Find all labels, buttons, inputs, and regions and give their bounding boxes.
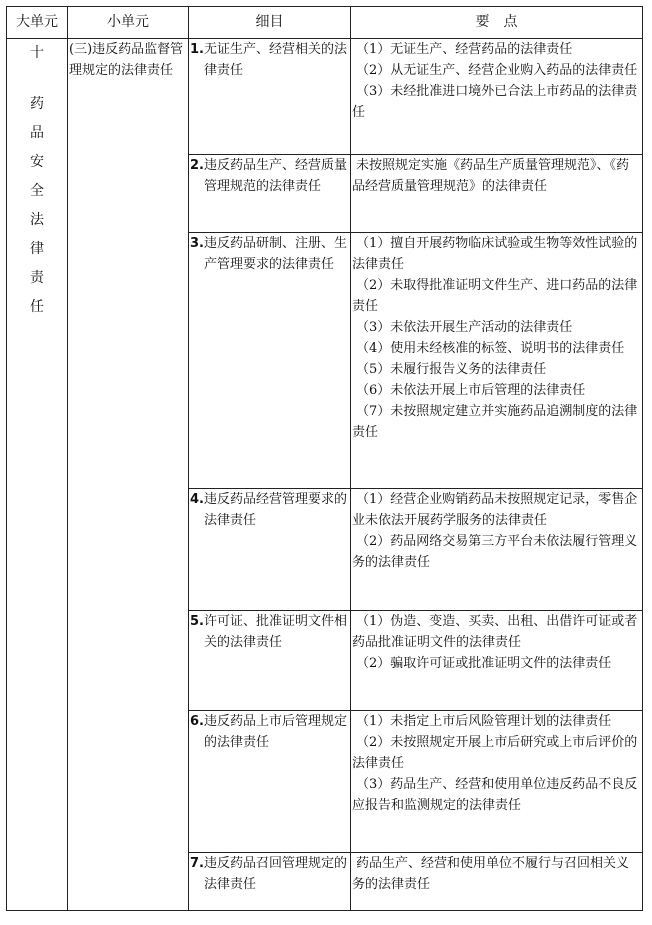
major-unit-label <box>29 39 45 322</box>
detail-text: 许可证、批准证明文件相关的法律责任 <box>204 614 348 650</box>
point-item: （1）经营企业购销药品未按照规定记录，零售企业未依法开展药学服务的法律责任 <box>352 492 638 528</box>
detail-text: 违反药品经营管理要求的法律责任 <box>204 492 348 528</box>
point-item: （6）未依法开展上市后管理的法律责任 <box>356 383 586 398</box>
point-item: （2）药品网络交易第三方平台未依法履行管理义务的法律责任 <box>352 534 638 570</box>
detail-text: 违反药品生产、经营质量管理规范的法律责任 <box>204 158 348 194</box>
header-minor-unit: 小单元 <box>68 7 189 39</box>
detail-number: 3. <box>190 236 204 251</box>
points-cell <box>351 155 643 233</box>
point-item: （1）未指定上市后风险管理计划的法律责任 <box>356 714 612 729</box>
point-item: （3）未经批准进口境外已合法上市药品的法律责任 <box>352 84 638 120</box>
points-cell <box>351 489 643 611</box>
detail-text: 违反药品上市后管理规定的法律责任 <box>204 714 348 750</box>
point-item: （3）未依法开展生产活动的法律责任 <box>356 320 573 335</box>
detail-cell <box>189 39 351 155</box>
minor-unit-title: (三)违反药品监督管理规定的法律责任 <box>69 42 184 78</box>
points-cell <box>351 39 643 155</box>
major-unit-numeral: 十 <box>30 45 44 61</box>
detail-text: 违反药品召回管理规定的法律责任 <box>204 856 348 892</box>
point-item: （7）未按照规定建立并实施药品追溯制度的法律责任 <box>352 404 638 440</box>
point-item: （3）药品生产、经营和使用单位违反药品不良反应报告和监测规定的法律责任 <box>352 777 638 813</box>
detail-cell <box>189 155 351 233</box>
point-item: （2）未按照规定开展上市后研究或上市后评价的法律责任 <box>352 735 638 771</box>
points-cell <box>351 711 643 853</box>
table-row <box>7 39 643 155</box>
point-item: 未按照规定实施《药品生产质量管理规范》、《药品经营质量管理规范》的法律责任 <box>352 158 630 194</box>
point-item: （1）擅自开展药物临床试验或生物等效性试验的法律责任 <box>352 236 638 272</box>
detail-number: 2. <box>190 158 204 173</box>
point-item: （1）无证生产、经营药品的法律责任 <box>356 42 573 57</box>
detail-text: 无证生产、经营相关的法律责任 <box>204 42 348 78</box>
points-cell <box>351 233 643 489</box>
detail-number: 6. <box>190 714 204 729</box>
point-item: （2）未取得批准证明文件生产、进口药品的法律责任 <box>352 278 638 314</box>
point-item: 药品生产、经营和使用单位不履行与召回相关义务的法律责任 <box>352 856 630 892</box>
point-item: （1）伪造、变造、买卖、出租、出借许可证或者药品批准证明文件的法律责任 <box>352 614 638 650</box>
detail-number: 7. <box>190 856 204 871</box>
detail-cell <box>189 853 351 911</box>
table-header-row <box>7 7 643 39</box>
table-body <box>7 39 643 911</box>
header-key-points: 要 点 <box>351 7 643 39</box>
detail-cell <box>189 233 351 489</box>
syllabus-table <box>6 6 643 911</box>
points-cell <box>351 853 643 911</box>
detail-cell <box>189 711 351 853</box>
point-item: （4）使用未经核准的标签、说明书的法律责任 <box>356 341 625 356</box>
minor-unit-cell <box>68 39 189 911</box>
detail-cell <box>189 611 351 711</box>
detail-text: 违反药品研制、注册、生产管理要求的法律责任 <box>204 236 348 272</box>
point-item: （2）骗取许可证或批准证明文件的法律责任 <box>356 656 612 671</box>
point-item: （2）从无证生产、经营企业购入药品的法律责任 <box>356 63 638 78</box>
point-item: （5）未履行报告义务的法律责任 <box>356 362 547 377</box>
detail-number: 5. <box>190 614 204 629</box>
header-major-unit: 大单元 <box>7 7 68 39</box>
major-unit-cell <box>7 39 68 911</box>
detail-cell <box>189 489 351 611</box>
points-cell <box>351 611 643 711</box>
detail-number: 1. <box>190 42 204 57</box>
header-detail: 细目 <box>189 7 351 39</box>
major-unit-title: 药品安全法律责任 <box>30 96 44 315</box>
detail-number: 4. <box>190 492 204 507</box>
